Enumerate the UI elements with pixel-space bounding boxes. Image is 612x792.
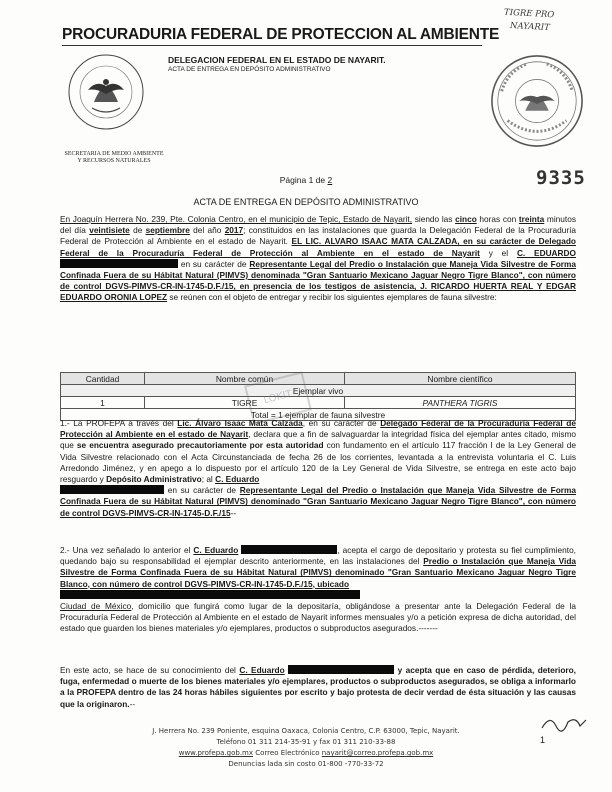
redaction-bar	[60, 485, 164, 494]
p2-depositary-name: C. Eduardo	[193, 545, 239, 555]
specimen-table	[60, 372, 576, 421]
p2-text: 2.- Una vez señalado lo anterior el	[60, 545, 194, 555]
column-header-common-name: Nombre común	[145, 373, 345, 385]
footer-email-label: Correo Electrónico	[253, 749, 322, 757]
intro-text: siendo las	[412, 214, 456, 224]
table-subheader-row	[61, 385, 576, 397]
folio-number: 9335	[536, 167, 586, 189]
watermark-stamp: LOKIT	[244, 371, 312, 424]
intro-text: minutos del día	[60, 214, 576, 236]
national-seal-icon	[66, 52, 146, 132]
row-scientific-name: PANTHERA TIGRIS	[345, 397, 576, 409]
column-header-scientific-name: Nombre científico	[345, 373, 576, 385]
p3-depositary-name: C. Eduardo	[239, 665, 285, 675]
p3-obligation: y acepta que en caso de pérdida, deterioro, fuga, enfermedad o muerte de los bienes materiales y/o ejemplares, productos o subproductos asegurados, se obliga a informarlo a la PROFEPA dentro de las 24 horas hábiles siguientes por escrito y bajo protesta de decir verdad de ésta situación y las causas que la originaron.	[60, 665, 576, 709]
footer-phone: Teléfono 01 311 214-35-91 y fax 01 311 210-33-88	[216, 738, 396, 746]
paragraph-3	[60, 665, 576, 710]
p2-text: -------	[418, 623, 438, 634]
paragraph-2	[60, 545, 576, 635]
footer-email-link[interactable]: nayarit@correo.profepa.gob.mx	[321, 749, 434, 757]
redaction-bar	[288, 665, 394, 674]
handwritten-note-line1: TIGRE PRO	[503, 7, 555, 21]
row-common-name: TIGRE	[145, 397, 345, 409]
page-label: Página 1 de	[279, 175, 326, 185]
handwritten-note-line2: NAYARIT	[509, 20, 550, 34]
intro-day: veintisiete	[89, 225, 130, 236]
p2-text: , acepta el cargo de depositario y protesta su fiel cumplimiento, quedando bajo su responsabilidad el ejemplar descrito anteriormente, en las instalaciones del	[60, 545, 576, 567]
intro-hour: cinco	[455, 214, 477, 224]
intro-text: en su carácter de	[178, 258, 250, 269]
official-stamp-icon	[488, 52, 586, 150]
footer-address: J. Herrera No. 239 Poniente, esquina Oaxaca, Colonia Centro, C.P. 63000, Tepic, Nayarit.	[152, 727, 460, 735]
redaction-bar	[241, 545, 337, 554]
column-header-quantity: Cantidad	[61, 373, 145, 385]
redaction-bar	[60, 590, 360, 599]
secretariat-line2: Y RECURSOS NATURALES	[77, 158, 151, 164]
p1-text: con fundamento en el artículo 117 fracción I de la Ley General de Vida Silvestre relacionado con el Acta Circunstanciada de fecha 26 de los corrientes, levantada a la entrevista voluntaria el C. Luis Arredondo Jiménez, y en apego a lo dispuesto por el artículo 120 de la Ley General de Vida Silvestre, se entrega en este acto bajo resguardo y	[60, 440, 576, 485]
institution-title: PROCURADURIA FEDERAL DE PROTECCION AL AMBIENTE	[62, 26, 500, 43]
p1-text: --	[230, 507, 237, 518]
p1-legal-rep: Representante Legal del Predio o Instalación que Maneja Vida Silvestre de Forma Confinada Fuera de su Hábitat Natural (PIMVS) denominado "Gran Santuario Mexicano Jaguar Negro Tigre Blanco", con número de control DGVS-PIMVS-CR-IN-1745-D.F./15	[60, 485, 577, 518]
delegation-heading: DELEGACION FEDERAL EN EL ESTADO DE NAYARIT.	[168, 55, 386, 65]
p1-text: , en su carácter de	[302, 418, 381, 428]
intro-minutes: treinta	[518, 214, 545, 224]
intro-legal-rep: Representante Legal del Predio o Instalación que Maneja Vida Silvestre de Forma Confinada Fuera de su Hábitat Natural (PIMVS) denominada "Gran Santuario Mexicano Jaguar Negro Tigre Blanco", con número de control DGVS-PIMVS-CR-IN-1745-D.F./15, en presencia de los testigos de asistencia, J. RICARDO HUERTA REAL Y EDGAR EDUARDO ORONIA LOPEZ	[60, 258, 577, 303]
p3-text: En este acto, se hace de su conocimiento del	[60, 665, 240, 675]
intro-paragraph	[60, 214, 576, 304]
p1-deposit-term: Depósito Administrativo	[106, 474, 202, 485]
intro-delegate-name: EL LIC. ALVARO ISAAC MATA CALZADA,	[291, 236, 460, 247]
footer-website-link[interactable]: www.profepa.gob.mx	[178, 749, 254, 757]
p1-text: , declara que a fin de salvaguardar la integridad física del ejemplar antes citado, mismo que	[60, 429, 576, 451]
redaction-bar	[60, 259, 178, 268]
p2-facility: Predio o Instalación que Maneja Vida Silvestre de Forma Confinada Fuera de su Hábitat Natural (PIMVS) denominado "Gran Santuario Mexicano Jaguar Negro Tigre Blanco, con número de control DGVS-PIMVS-CR-IN-1745-D.F./15, ubicado	[60, 556, 576, 589]
footer-complaints: Denuncias lada sin costo 01-800 -770-33-72	[228, 760, 384, 768]
p2-city: Ciudad de México	[60, 601, 132, 612]
act-subtitle: ACTA DE ENTREGA EN DEPÓSITO ADMINISTRATIVO	[168, 66, 331, 73]
intro-year: 2017	[224, 225, 244, 236]
p1-delegate-role: Delegado Federal de la Procuraduría Federal de Protección al Ambiente en el estado de Nayarit	[60, 418, 576, 440]
table-total: Total = 1 ejemplar de fauna silvestre	[61, 409, 576, 421]
p1-depositary-name: C. Eduardo	[215, 474, 260, 485]
intro-depositary-name: C. EDUARDO	[516, 247, 576, 258]
p1-text: 1.- La PROFEPA a través del	[60, 418, 178, 428]
p1-text: en su carácter de	[164, 485, 240, 496]
intro-text: y el	[479, 247, 517, 258]
intro-location: En Joaquín Herrera No. 239, Pte. Colonia Centro, en el municipio de Tepic, Estado de Nayarit,	[60, 214, 413, 224]
p1-text: ; al	[201, 474, 216, 485]
p1-seizure-note: se encuentra asegurado precautoriamente por esta autoridad	[76, 440, 324, 451]
page-indicator	[0, 175, 612, 185]
footer-contact	[0, 749, 612, 757]
p1-delegate-name: Lic. Álvaro Isaac Mata Calzada	[177, 418, 303, 428]
intro-delegate-role: en su carácter de Delegado Federal de la Procuraduría Federal de Protección al Ambiente en el estado de Nayarit	[60, 236, 577, 258]
secretariat-line1: SECRETARIA DE MEDIO AMBIENTE	[64, 151, 164, 157]
intro-text: del año	[189, 225, 225, 236]
intro-text: se reúnen con el objeto de entregar y recibir los siguientes ejemplares de fauna silvestre:	[167, 292, 497, 303]
p2-text: , domicilio que fungirá como lugar de la depositaría, obligándose a presentar ante la Delegación Federal de la Procuraduría Federal de Protección al Ambiente en el estado de Nayarit informes mensuales y/o a petición expresa de dicha autoridad, del estado que guarden los bienes materiales y/o ejemplares, productos o subproductos asegurados.	[60, 601, 576, 634]
intro-month: septiembre	[145, 225, 190, 236]
intro-text: ; constituidos en las instalaciones que guarda la Delegación Federal de la Procuraduría Federal de Protección al Ambiente en el estado de Nayarit.	[60, 225, 576, 247]
table-header-row	[61, 373, 576, 385]
p3-text: --	[129, 698, 136, 709]
page-total: 2	[327, 175, 333, 185]
paragraph-1	[60, 418, 576, 519]
table-row	[61, 397, 576, 409]
table-subheader: Ejemplar vivo	[61, 385, 576, 397]
intro-text: horas con	[476, 214, 519, 224]
header-divider	[62, 45, 482, 46]
intro-text: de	[129, 225, 146, 236]
page-number: 1	[540, 735, 546, 745]
row-quantity: 1	[61, 397, 145, 409]
document-title: ACTA DE ENTREGA EN DEPÓSITO ADMINISTRATIVO	[193, 197, 419, 207]
